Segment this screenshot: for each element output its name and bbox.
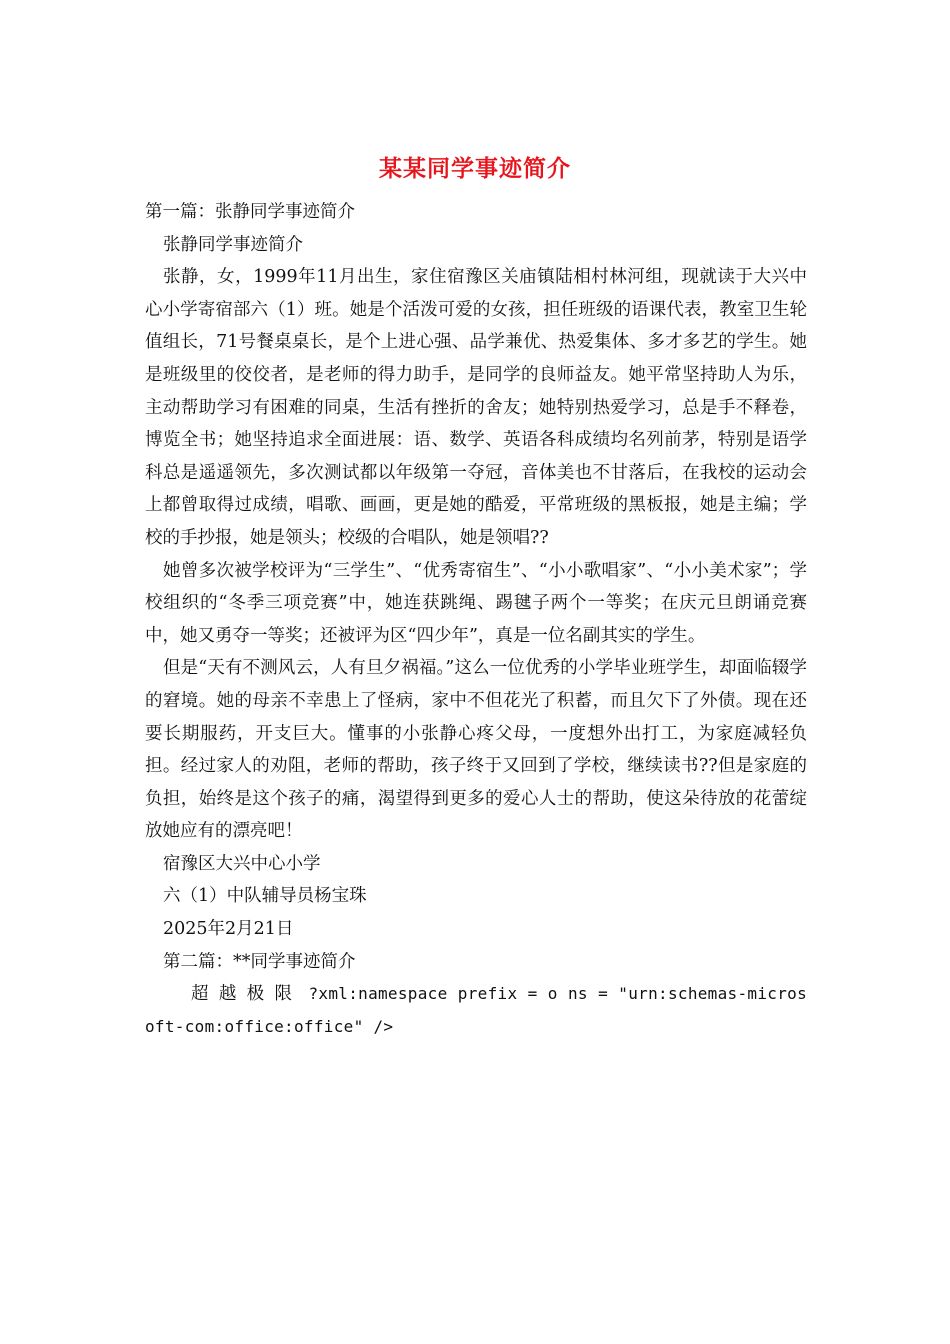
section-2-heading: 第二篇：**同学事迹简介 — [163, 951, 356, 972]
document-title: 某某同学事迹简介 — [379, 155, 571, 182]
paragraph-3: 但是“天有不测风云，人有旦夕祸福。”这么一位优秀的小学毕业班学生，却面临辍学的窘境。她的母亲不幸患上了怪病，家中不但花光了积蓄，而且欠下了外债。现在还要长期服药，开支巨大。懂事的小张静心疼父母，一度想外出打工，为家庭减轻负担。经过家人的劝阻，老师的帮助，孩子终于又回到了学校，继续读书??但是家庭的负担，始终是这个孩子的痛，渴望得到更多的爱心人士的帮助，使这朵待放的花蕾绽放她应有的漂亮吧！ — [145, 658, 807, 842]
paragraph-1: 张静，女，1999年11月出生，家住宿豫区关庙镇陆相村林河组，现就读于大兴中心小学寄宿部六（1）班。她是个活泼可爱的女孩，担任班级的语课代表，教室卫生轮值组长，71号餐桌桌长，是个上进心强、品学兼优、热爱集体、多才多艺的学生。她是班级里的佼佼者，是老师的得力助手，是同学的良师益友。她平常坚持助人为乐，主动帮助学习有困难的同桌，生活有挫折的舍友；她特别热爱学习，总是手不释卷，博览全书；她坚持追求全面进展：语、数学、英语各科成绩均名列前茅，特别是语学科总是遥遥领先，多次测试都以年级第一夺冠，音体美也不甘落后，在我校的运动会上都曾取得过成绩，唱歌、画画，更是她的酷爱，平常班级的黑板报，她是主编；学校的手抄报，她是领头；校级的合唱队，她是领唱?? — [145, 267, 807, 548]
xml-namespace-text: ?xml:namespace prefix = o ns = "urn:schemas-microsoft-com:office:office" /> — [145, 984, 808, 1036]
section-2-first-line — [145, 978, 807, 1043]
section-2-title: 超越极限 — [191, 984, 303, 1005]
section-1-heading: 第一篇：张静同学事迹简介 — [145, 202, 355, 222]
paragraph-2: 她曾多次被学校评为“三学生”、“优秀寄宿生”、“小小歌唱家”、“小小美术家”；学校组织的“冬季三项竞赛”中，她连获跳绳、踢毽子两个一等奖；在庆元旦朗诵竞赛中，她又勇夺一等奖；还被评为区“四少年”，真是一位名副其实的学生。 — [145, 560, 807, 646]
signature-person: 六（1）中队辅导员杨宝珠 — [163, 886, 367, 907]
signature-school: 宿豫区大兴中心小学 — [163, 853, 321, 874]
signature-date: 2025年2月21日 — [163, 919, 294, 940]
section-1-subtitle: 张静同学事迹简介 — [163, 234, 303, 255]
document-body — [145, 196, 807, 1043]
